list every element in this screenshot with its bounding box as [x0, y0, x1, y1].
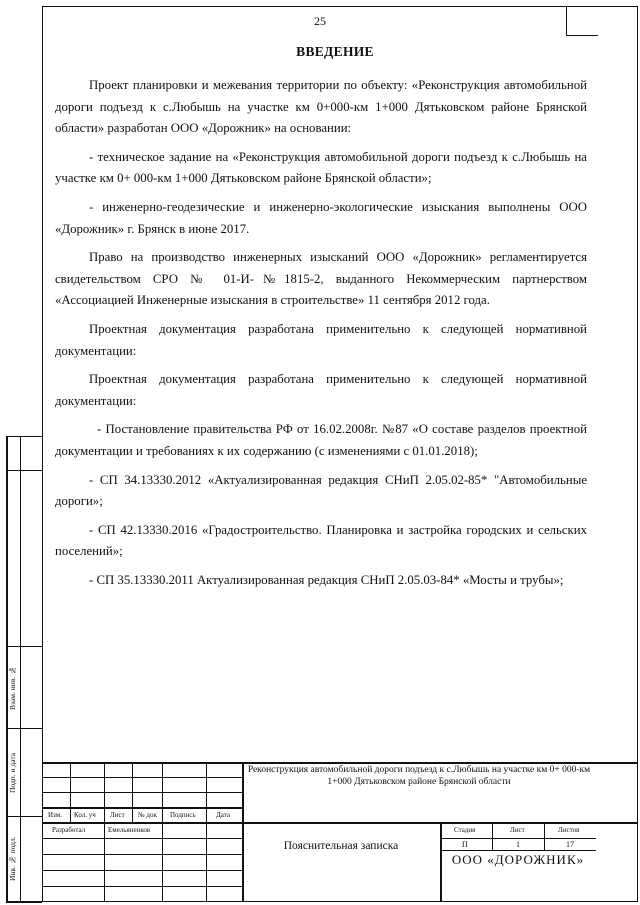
paragraph: - СП 35.13330.2011 Актуализированная редакция СНиП 2.05.03-84* «Мосты и трубы»;	[89, 572, 564, 587]
header-list: Лист	[110, 811, 125, 819]
header-kol-uch: Кол. уч	[74, 811, 96, 819]
header-izm: Изм.	[48, 811, 62, 819]
title-block-stamp	[42, 762, 638, 902]
header-data: Дата	[216, 811, 230, 819]
sheet-value: 1	[516, 840, 520, 849]
organization-name: ООО «ДОРОЖНИК»	[451, 852, 585, 867]
section-title: ВВЕДЕНИЕ	[296, 44, 374, 59]
developed-label: Разработал	[52, 826, 86, 834]
paragraph: Проектная документация разработана применительно к следующей нормативной документации:	[55, 321, 587, 358]
paragraph: - Постановление правительства РФ от 16.02.2008г. №87 «О составе разделов проектной документации и требованиях к их содержанию (с изменениями с 01.01.2018);	[55, 422, 587, 458]
paragraph: Проектная документация разработана применительно к следующей нормативной документации:	[55, 372, 587, 408]
side-label-inv: Инв. № подл.	[8, 836, 17, 882]
stage-label: Стадия	[454, 826, 476, 834]
developer-name: Емельяненков	[108, 826, 151, 834]
document-name: Пояснительная записка	[283, 840, 399, 852]
sheets-label: Листов	[558, 826, 580, 834]
side-label-vzam: Взам. инв. №	[8, 665, 17, 711]
paragraph: - СП 42.13330.2016 «Градостроительство. Планировка и застройка городских и сельских поселений»;	[55, 522, 587, 559]
paragraph: Проект планировки и межевания территории по объекту: «Реконструкция автомобильной дороги подъезд к с.Любышь на участке км 0+000-км 1+000 Дятьковском районе Брянской области» разработан ООО «Дорожник» на основании:	[55, 78, 587, 136]
paragraph: Право на производство инженерных изысканий ООО «Дорожник» регламентируется свидетельством СРО № 01-И-№1815-2, выданного Некоммерческим партнерством «Ассоциацией Инженерные изыскания в строительстве» 11 сентября 2012 года.	[55, 250, 587, 308]
stage-value: П	[462, 840, 468, 849]
page-number: 25	[314, 14, 326, 28]
body-text	[55, 75, 587, 598]
page-corner-box	[566, 6, 598, 36]
sheet-label: Лист	[510, 826, 525, 834]
header-n-dok: № док	[138, 811, 157, 819]
side-stamp	[6, 436, 42, 902]
side-label-podp: Подп. и дата	[8, 752, 17, 794]
sheets-value: 17	[566, 840, 574, 849]
header-podpis: Подпись	[170, 811, 196, 819]
paragraph: - СП 34.13330.2012 «Актуализированная редакция СНиП 2.05.02-85* "Автомобильные дороги»;	[55, 472, 587, 509]
paragraph: - инженерно-геодезические и инженерно-экологические изыскания выполнены ООО «Дорожник» г. Брянск в июне 2017.	[55, 199, 587, 236]
object-name: Реконструкция автомобильной дороги подъезд к с.Любышь на участке км 0+ 000-км 1+000 Дятьковском районе Брянской области	[247, 765, 591, 787]
paragraph: - техническое задание на «Реконструкция автомобильной дороги подъезд к с.Любышь на участке км 0+ 000-км 1+000 Дятьковском районе Брянской области»;	[55, 149, 587, 186]
